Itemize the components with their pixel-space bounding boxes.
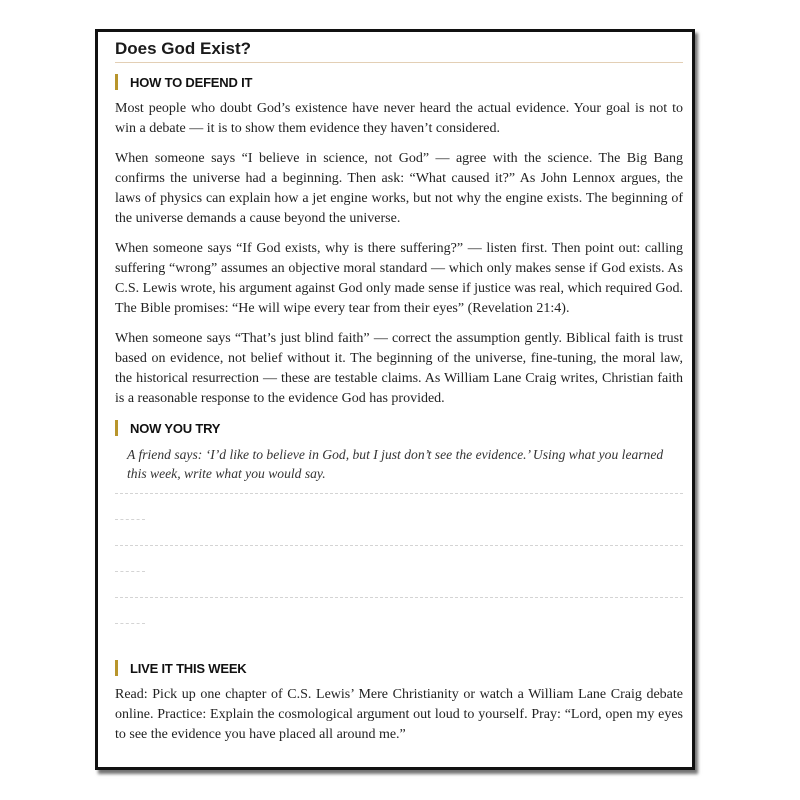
answer-line-end[interactable] <box>115 519 145 545</box>
answer-writing-area[interactable] <box>115 493 683 649</box>
defend-paragraph-faith: When someone says “That’s just blind faith” — correct the assumption gently. Biblical faith is trust based on evidence, not belief without it. The beginning of the universe, fine-tuning, the moral law, the historical resurrection — these are testable claims. As William Lane Craig writes, Christian faith is a reasonable response to the evidence God has provided. <box>115 331 683 406</box>
accent-bar <box>115 420 118 436</box>
defend-paragraph-science: When someone says “I believe in science, not God” — agree with the science. The Big Bang confirms the universe had a beginning. Then ask: “What caused it?” As John Lennox argues, the laws of physics can explain how a jet engine works, but not why the engine exists. The beginning of the universe demands a cause beyond the universe. <box>115 151 683 226</box>
answer-line[interactable] <box>115 545 683 571</box>
accent-bar <box>115 660 118 676</box>
answer-line[interactable] <box>115 493 683 519</box>
section-heading-live <box>115 660 683 676</box>
section-heading-defend <box>115 74 683 90</box>
defend-paragraph-intro: Most people who doubt God’s existence have never heard the actual evidence. Your goal is not to win a debate — it is to show them evidence they haven’t considered. <box>115 101 683 136</box>
answer-line-end[interactable] <box>115 623 145 649</box>
answer-line[interactable] <box>115 597 683 623</box>
answer-line-end[interactable] <box>115 571 145 597</box>
accent-bar <box>115 74 118 90</box>
section-heading-try <box>115 420 683 436</box>
section-heading-text: LIVE IT THIS WEEK <box>130 660 247 676</box>
live-it-text: Read: Pick up one chapter of C.S. Lewis’ Mere Christianity or watch a William Lane Craig debate online. Practice: Explain the cosmological argument out loud to yourself. Pray: “Lord, open my eyes to see the evidence you have placed all around me.” <box>115 687 683 742</box>
section-heading-text: HOW TO DEFEND IT <box>130 74 253 90</box>
section-heading-text: NOW YOU TRY <box>130 420 221 436</box>
exercise-prompt: A friend says: ‘I’d like to believe in God, but I just don’t see the evidence.’ Using what you learned this week, write what you would say. <box>127 447 664 481</box>
worksheet-page <box>95 29 695 770</box>
page-title: Does God Exist? <box>115 32 683 63</box>
defend-paragraph-suffering: When someone says “If God exists, why is there suffering?” — listen first. Then point out: calling suffering “wrong” assumes an objective moral standard — which only makes sense if God exists. As C.S. Lewis wrote, his argument against God only made sense if justice was real, which required God. The Bible promises: “He will wipe every tear from their eyes” (Revelation 21:4). <box>115 241 683 316</box>
